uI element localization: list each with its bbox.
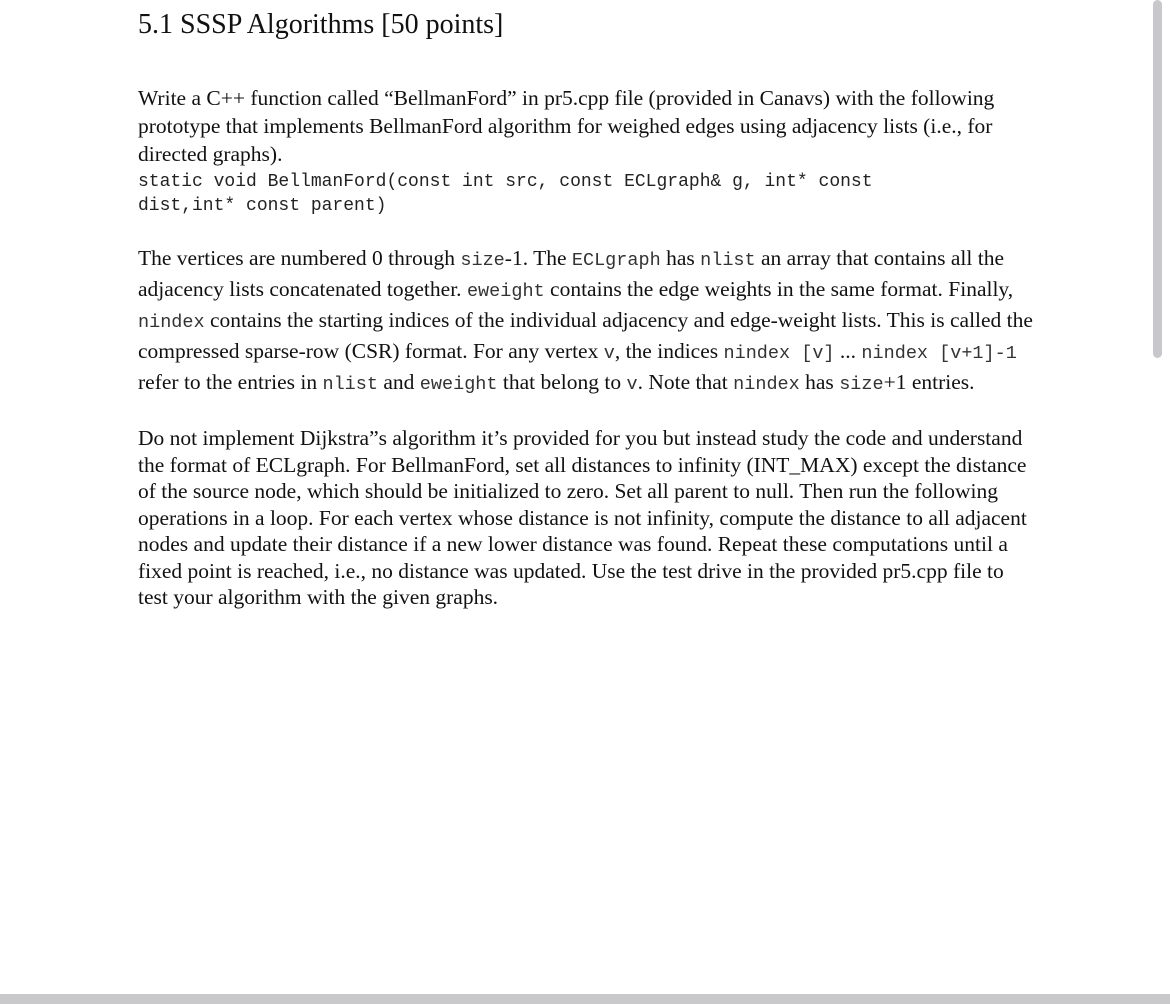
text-run: has	[660, 246, 701, 270]
paragraph-csr-format	[138, 244, 1038, 399]
text-run: . Note that	[637, 370, 734, 394]
code-nindex-v: nindex [v]	[723, 343, 835, 364]
code-nindex: nindex	[138, 312, 205, 333]
code-nindex-v-plus-1: nindex [v+1]-1	[861, 343, 1017, 364]
code-v: v	[626, 374, 638, 395]
text-run: refer to the entries in	[138, 370, 323, 394]
horizontal-scrollbar[interactable]	[0, 994, 1170, 1004]
document-content	[138, 6, 1038, 611]
text-run: +1 entries.	[883, 370, 975, 394]
code-eweight: eweight	[419, 374, 498, 395]
text-run: ...	[834, 339, 862, 363]
scrollbar-thumb[interactable]	[1153, 0, 1162, 358]
code-eweight: eweight	[466, 281, 545, 302]
code-nlist: nlist	[700, 250, 756, 271]
text-run: contains the edge weights in the same format. Finally,	[544, 277, 1014, 301]
code-eclgraph: ECLgraph	[571, 250, 661, 271]
code-prototype-line-2: dist,int* const parent)	[138, 196, 387, 216]
section-heading: 5.1 SSSP Algorithms [50 points]	[138, 9, 504, 40]
text-run: , the indices	[614, 339, 724, 363]
text-run: The vertices are numbered 0 through	[138, 246, 461, 270]
code-prototype-line-1: static void BellmanFord(const int src, const ECLgraph& g, int* const	[138, 172, 873, 192]
paragraph-prototype-intro: Write a C++ function called “BellmanFord” in pr5.cpp file (provided in Canavs) with the following prototype that implements BellmanFord algorithm for weighed edges using adjacency lists (i.e., for directed graphs).	[138, 86, 995, 166]
code-size: size	[839, 374, 884, 395]
paragraph-bellmanford-instructions: Do not implement Dijkstra”s algorithm it’s provided for you but instead study the code and understand the format of ECLgraph. For BellmanFord, set all distances to infinity (INT_MAX) except the distance of the source node, which should be initialized to zero. Set all parent to null. Then run the following operations in a loop. For each vertex whose distance is not infinity, compute the distance to all adjacent nodes and update their distance if a new lower distance was found. Repeat these computations until a fixed point is reached, i.e., no distance was updated. Use the test drive in the provided pr5.cpp file to test your algorithm with the given graphs.	[138, 426, 1027, 609]
code-v: v	[603, 343, 615, 364]
code-nindex: nindex	[733, 374, 800, 395]
text-run: contains the starting indices of the individual adjacency and edge-weight lists. This is called the compressed sparse-row (CSR) format. For any vertex	[138, 308, 1033, 363]
code-nlist: nlist	[322, 374, 378, 395]
text-run: and	[377, 370, 420, 394]
text-run: has	[799, 370, 840, 394]
text-run: -1. The	[504, 246, 572, 270]
text-run: an array that contains all the adjacency lists concatenated together.	[138, 246, 1004, 301]
code-size: size	[460, 250, 505, 271]
text-run: that belong to	[497, 370, 627, 394]
